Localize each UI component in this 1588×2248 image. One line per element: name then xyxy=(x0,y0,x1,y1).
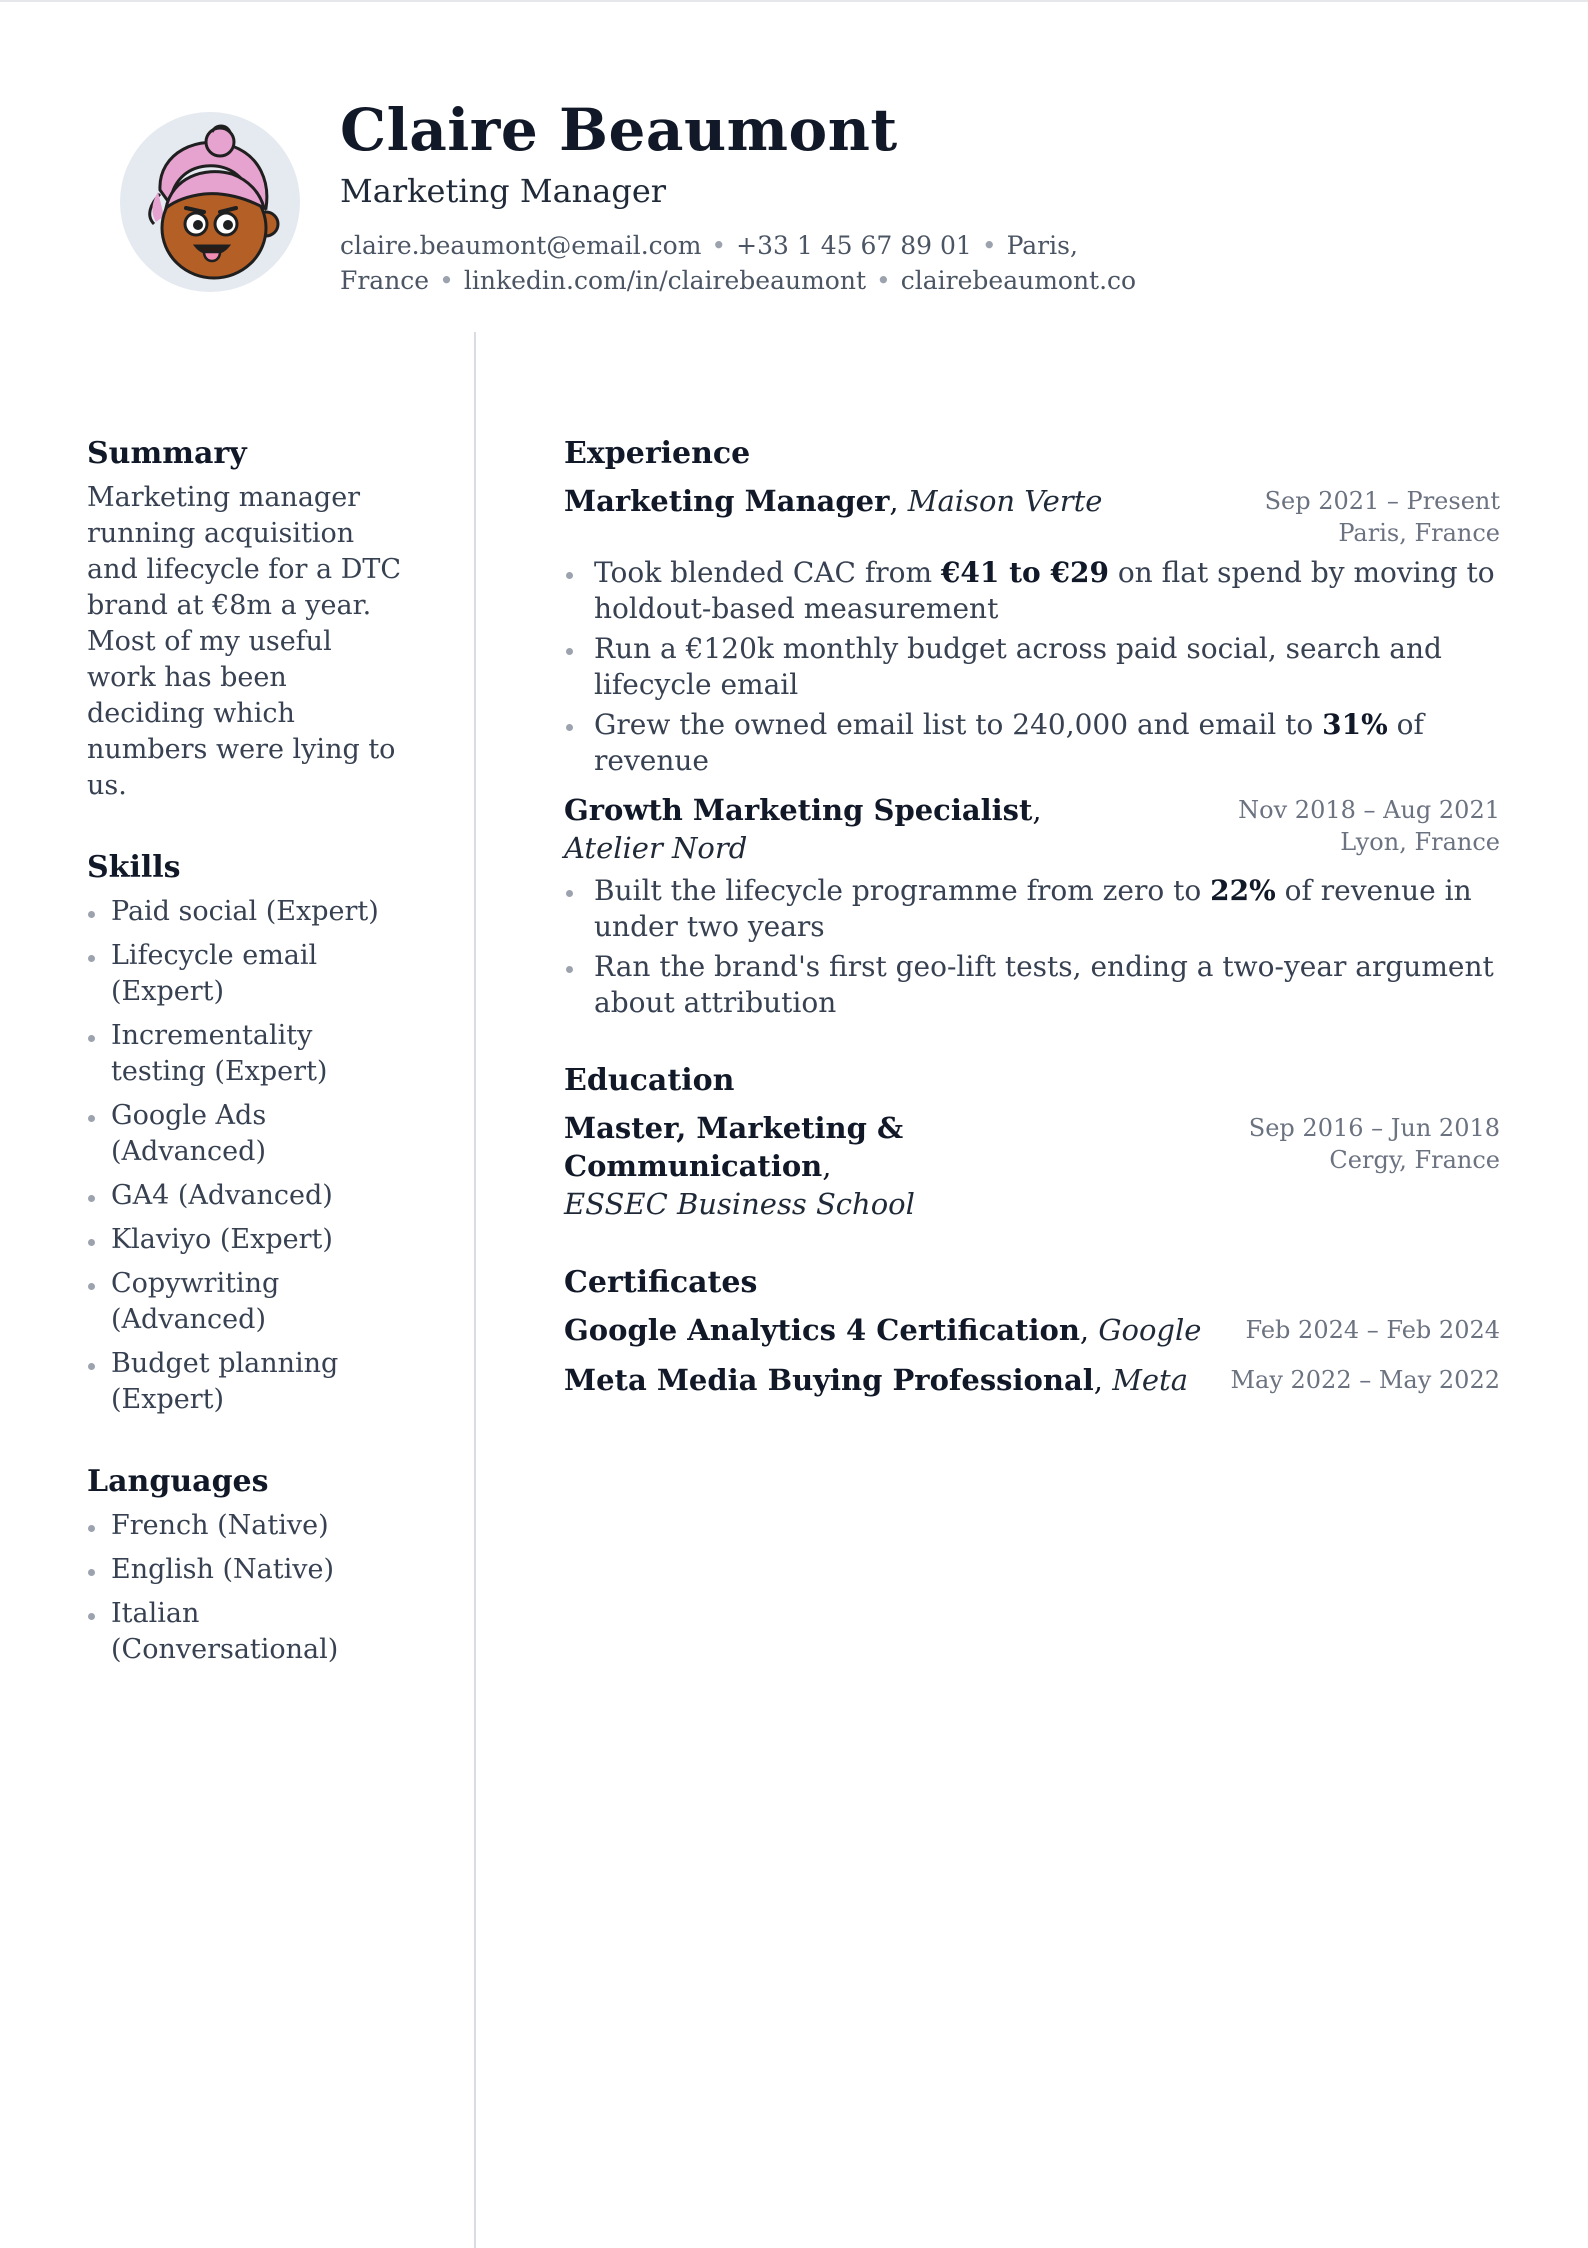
list-item: Copywriting (Advanced) xyxy=(87,1266,407,1338)
job-bullets xyxy=(564,555,1500,779)
experience-heading: Experience xyxy=(564,436,751,471)
languages-list xyxy=(87,1508,407,1668)
list-item: French (Native) xyxy=(87,1508,407,1544)
contact-website[interactable]: clairebeaumont.co xyxy=(900,266,1137,295)
contact-linkedin[interactable]: linkedin.com/in/clairebeaumont xyxy=(463,266,866,295)
certificate-name: Google Analytics 4 Certification xyxy=(564,1313,1080,1347)
contact-email[interactable]: claire.beaumont@email.com xyxy=(340,231,702,260)
contact-location: Paris, France xyxy=(340,231,1078,295)
certificate-name: Meta Media Buying Professional xyxy=(564,1363,1094,1397)
experience-section xyxy=(564,430,1500,1021)
sidebar xyxy=(87,430,407,1708)
list-item: GA4 (Advanced) xyxy=(87,1178,407,1214)
list-item: Took blended CAC from €41 to €29 on flat spend by moving to holdout-based measurement xyxy=(564,555,1500,627)
certificate-dates: Feb 2024 – Feb 2024 xyxy=(1245,1316,1500,1344)
list-item: Paid social (Expert) xyxy=(87,894,407,930)
summary-text: Marketing manager running acquisition and lifecycle for a DTC brand at €8m a year. Most of my useful work has been deciding which numbers were lying to us. xyxy=(87,482,402,801)
education-heading: Education xyxy=(564,1063,735,1098)
job-dates: Sep 2021 – Present xyxy=(1264,487,1500,515)
summary-heading: Summary xyxy=(87,436,247,471)
certificate-issuer: Google xyxy=(1098,1313,1202,1347)
cartoon-avatar-icon xyxy=(120,112,300,292)
candidate-headline: Marketing Manager xyxy=(340,172,667,210)
certificate-dates: May 2022 – May 2022 xyxy=(1230,1366,1500,1394)
main-content xyxy=(564,430,1500,1435)
skills-list xyxy=(87,894,407,1418)
job-location: Lyon, France xyxy=(1340,828,1500,856)
list-item: Klaviyo (Expert) xyxy=(87,1222,407,1258)
list-item: Italian (Conversational) xyxy=(87,1596,407,1668)
job-bullets xyxy=(564,873,1500,1021)
certificate-entry: Meta Media Buying Professional, Meta May 2022 – May 2022 xyxy=(564,1363,1500,1397)
list-item: English (Native) xyxy=(87,1552,407,1588)
list-item: Grew the owned email list to 240,000 and email to 31% of revenue xyxy=(564,707,1500,779)
contact-separator: • xyxy=(439,266,454,295)
certificate-issuer: Meta xyxy=(1112,1363,1188,1397)
list-item: Incrementality testing (Expert) xyxy=(87,1018,407,1090)
avatar xyxy=(120,112,300,292)
job-company: Atelier Nord xyxy=(564,831,748,865)
experience-entry: Growth Marketing Specialist, Atelier Nord Nov 2018 – Aug 2021 Lyon, France Built the lifecycle programme from zero to 22% of revenue in under two years Ran the brand's first geo-lift tests, ending a two-year argument about attribution xyxy=(564,793,1500,1019)
education-entry: Master, Marketing & Communication, ESSEC Business School Sep 2016 – Jun 2018 Cergy, France xyxy=(564,1111,1500,1221)
certificates-heading: Certificates xyxy=(564,1265,758,1300)
job-company: Maison Verte xyxy=(907,484,1103,518)
candidate-name: Claire Beaumont xyxy=(340,96,898,164)
list-item: Built the lifecycle programme from zero to 22% of revenue in under two years xyxy=(564,873,1500,945)
contact-separator: • xyxy=(981,231,997,260)
list-item: Google Ads (Advanced) xyxy=(87,1098,407,1170)
degree: Master, Marketing & Communication xyxy=(564,1111,904,1183)
education-section xyxy=(564,1057,1500,1223)
school: ESSEC Business School xyxy=(564,1187,915,1221)
list-item: Run a €120k monthly budget across paid social, search and lifecycle email xyxy=(564,631,1500,703)
job-location: Paris, France xyxy=(1338,519,1500,547)
certificate-entry: Google Analytics 4 Certification, Google Feb 2024 – Feb 2024 xyxy=(564,1313,1500,1347)
languages-heading: Languages xyxy=(87,1464,269,1499)
contact-separator: • xyxy=(876,266,891,295)
top-border xyxy=(0,0,1588,2)
contact-line xyxy=(340,228,1140,298)
contact-phone[interactable]: +33 1 45 67 89 01 xyxy=(736,231,972,260)
job-role: Marketing Manager xyxy=(564,484,890,518)
education-dates: Sep 2016 – Jun 2018 xyxy=(1248,1114,1500,1142)
experience-entry: Marketing Manager, Maison Verte Sep 2021 – Present Paris, France Took blended CAC from €41 to €29 on flat spend by moving to holdout-based measurement Run a €120k monthly budget across paid social, search and lifecycle email Grew the owned email list to 240,000 and email to 31% of revenue xyxy=(564,484,1500,777)
column-divider xyxy=(474,332,476,2248)
certificates-section xyxy=(564,1259,1500,1399)
list-item: Lifecycle email (Expert) xyxy=(87,938,407,1010)
job-role: Growth Marketing Specialist xyxy=(564,793,1033,827)
list-item: Ran the brand's first geo-lift tests, ending a two-year argument about attribution xyxy=(564,949,1500,1021)
skills-heading: Skills xyxy=(87,850,181,885)
job-dates: Nov 2018 – Aug 2021 xyxy=(1238,796,1500,824)
education-location: Cergy, France xyxy=(1329,1146,1500,1174)
contact-separator: • xyxy=(711,231,727,260)
list-item: Budget planning (Expert) xyxy=(87,1346,407,1418)
